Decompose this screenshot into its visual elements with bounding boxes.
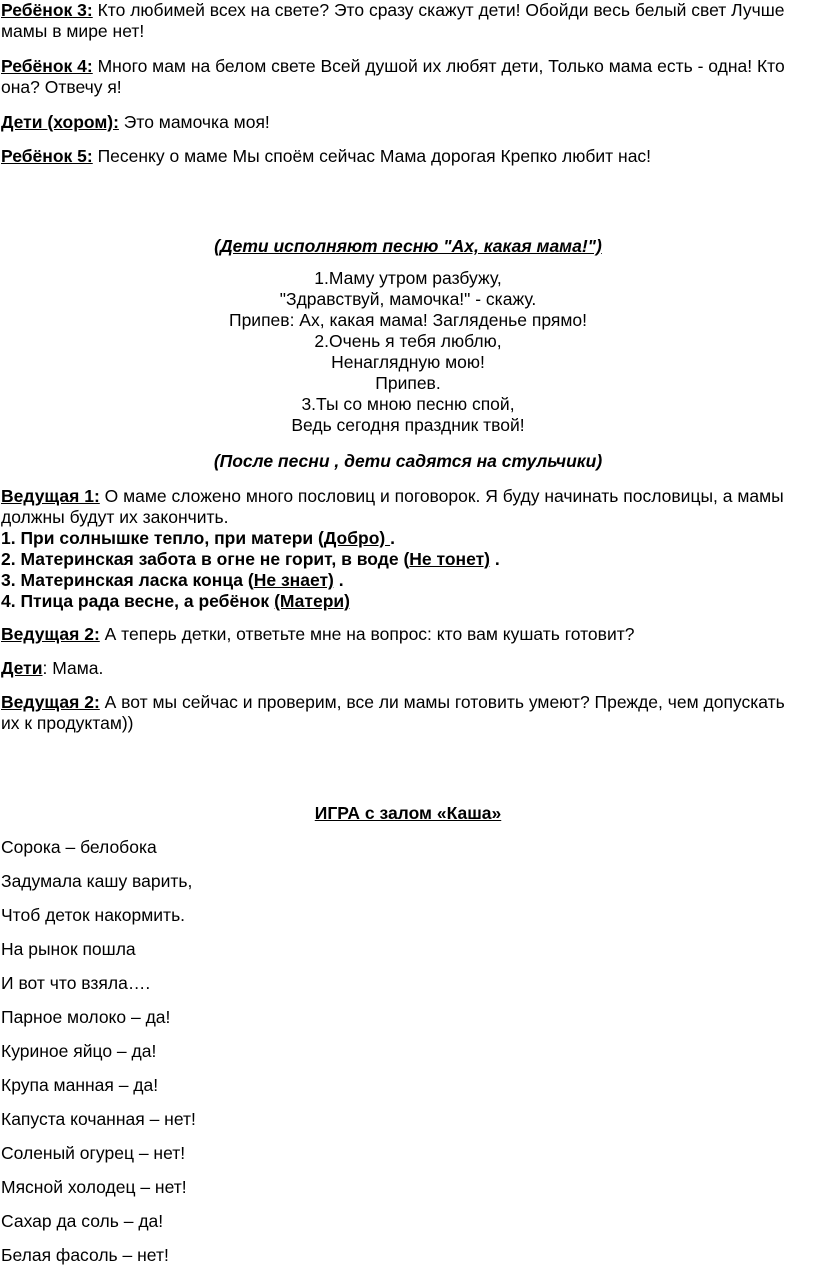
- dialogue-text: А теперь детки, ответьте мне на вопрос: кто вам кушать готовит?: [99, 624, 635, 644]
- speaker-label: Ведущая 2:: [1, 624, 100, 644]
- speaker-label: Ребёнок 3:: [1, 0, 93, 20]
- proverb-end: .: [333, 570, 344, 590]
- dialogue-children-chorus: [1, 112, 801, 133]
- dialogue-child-5: [1, 146, 801, 167]
- proverb-answer: (Матери): [274, 591, 350, 611]
- proverb-paren: (: [247, 570, 254, 590]
- host-1-intro: [1, 486, 801, 528]
- proverb-start: 2. Материнская забота в огне не горит, в воде: [1, 549, 404, 569]
- dialogue-host-2-question: [1, 624, 801, 645]
- game-line: Белая фасоль – нет!: [1, 1245, 169, 1265]
- song-line: 3.Ты со мною песню спой,: [301, 394, 515, 414]
- dialogue-text: А вот мы сейчас и проверим, все ли мамы готовить умеют? Прежде, чем допускать их к продуктам)): [1, 692, 785, 733]
- proverb-answer: Не знает): [253, 570, 334, 590]
- dialogue-text: : Мама.: [42, 658, 104, 678]
- game-line: Крупа манная – да!: [1, 1075, 159, 1095]
- proverb-paren: (: [318, 528, 324, 548]
- proverb-start: 3. Материнская ласка конца: [1, 570, 248, 590]
- proverb-item: [1, 549, 801, 570]
- game-title: ИГРА с залом «Каша»: [314, 803, 502, 823]
- speaker-label: Дети: [1, 658, 43, 678]
- proverb-end: .: [490, 549, 500, 569]
- speaker-label: Ведущая 1:: [1, 486, 100, 506]
- proverb-start: 4. Птица рада весне, а ребёнок: [1, 591, 275, 611]
- game-line: Парное молоко – да!: [1, 1007, 171, 1027]
- proverb-end: .: [390, 528, 395, 548]
- song-lyrics: [0, 268, 816, 436]
- speaker-label: Ребёнок 5:: [1, 146, 93, 166]
- proverb-answer: Не тонет): [409, 549, 491, 569]
- proverbs-list: [1, 528, 801, 612]
- proverb-item: [1, 591, 801, 612]
- dialogue-text: О маме сложено много пословиц и поговорок. Я буду начинать пословицы, а мамы должны будут их закончить.: [1, 486, 784, 527]
- dialogue-children-answer: [1, 658, 801, 679]
- game-line: На рынок пошла: [1, 939, 136, 959]
- proverb-answer: Добро): [323, 528, 391, 548]
- song-line: 2.Очень я тебя люблю,: [314, 331, 502, 351]
- dialogue-text: Песенку о маме Мы споём сейчас Мама дорогая Крепко любит нас!: [92, 146, 652, 166]
- song-line: Ненаглядную мою!: [331, 352, 485, 372]
- after-song-direction: (После песни , дети садятся на стульчики): [213, 451, 603, 471]
- song-line: Ведь сегодня праздник твой!: [291, 415, 525, 435]
- proverb-paren: (: [403, 549, 410, 569]
- dialogue-text: Много мам на белом свете Всей душой их любят дети, Только мама есть - одна! Кто она? Отвечу я!: [1, 56, 785, 97]
- song-line: "Здравствуй, мамочка!" - скажу.: [279, 289, 537, 309]
- game-line: Соленый огурец – нет!: [1, 1143, 186, 1163]
- game-line: Задумала кашу варить,: [1, 871, 193, 891]
- dialogue-text: Это мамочка моя!: [118, 112, 270, 132]
- song-stage-direction: (Дети исполняют песню "Ах, какая мама!"): [214, 236, 602, 256]
- dialogue-text: Кто любимей всех на свете? Это сразу скажут дети! Обойди весь белый свет Лучше мамы в мире нет!: [1, 0, 785, 41]
- game-line: Мясной холодец – нет!: [1, 1177, 187, 1197]
- song-line: 1.Маму утром разбужу,: [314, 268, 502, 288]
- dialogue-child-3: [1, 0, 801, 42]
- game-line: Чтоб деток накормить.: [1, 905, 186, 925]
- proverb-item: [1, 570, 801, 591]
- dialogue-host-2-check: [1, 692, 801, 734]
- dialogue-child-4: [1, 56, 801, 98]
- proverb-item: [1, 528, 801, 549]
- song-line: Припев: Ах, какая мама! Загляденье прямо!: [228, 310, 588, 330]
- game-line: И вот что взяла….: [1, 973, 151, 993]
- game-line: Сорока – белобока: [1, 837, 157, 857]
- game-line: Капуста кочанная – нет!: [1, 1109, 196, 1129]
- song-line: Припев.: [375, 373, 441, 393]
- proverb-start: 1. При солнышке тепло, при матери: [1, 528, 319, 548]
- speaker-label: Ребёнок 4:: [1, 56, 93, 76]
- game-line: Куриное яйцо – да!: [1, 1041, 157, 1061]
- speaker-label: Ведущая 2:: [1, 692, 100, 712]
- speaker-label: Дети (хором):: [1, 112, 119, 132]
- game-line: Сахар да соль – да!: [1, 1211, 164, 1231]
